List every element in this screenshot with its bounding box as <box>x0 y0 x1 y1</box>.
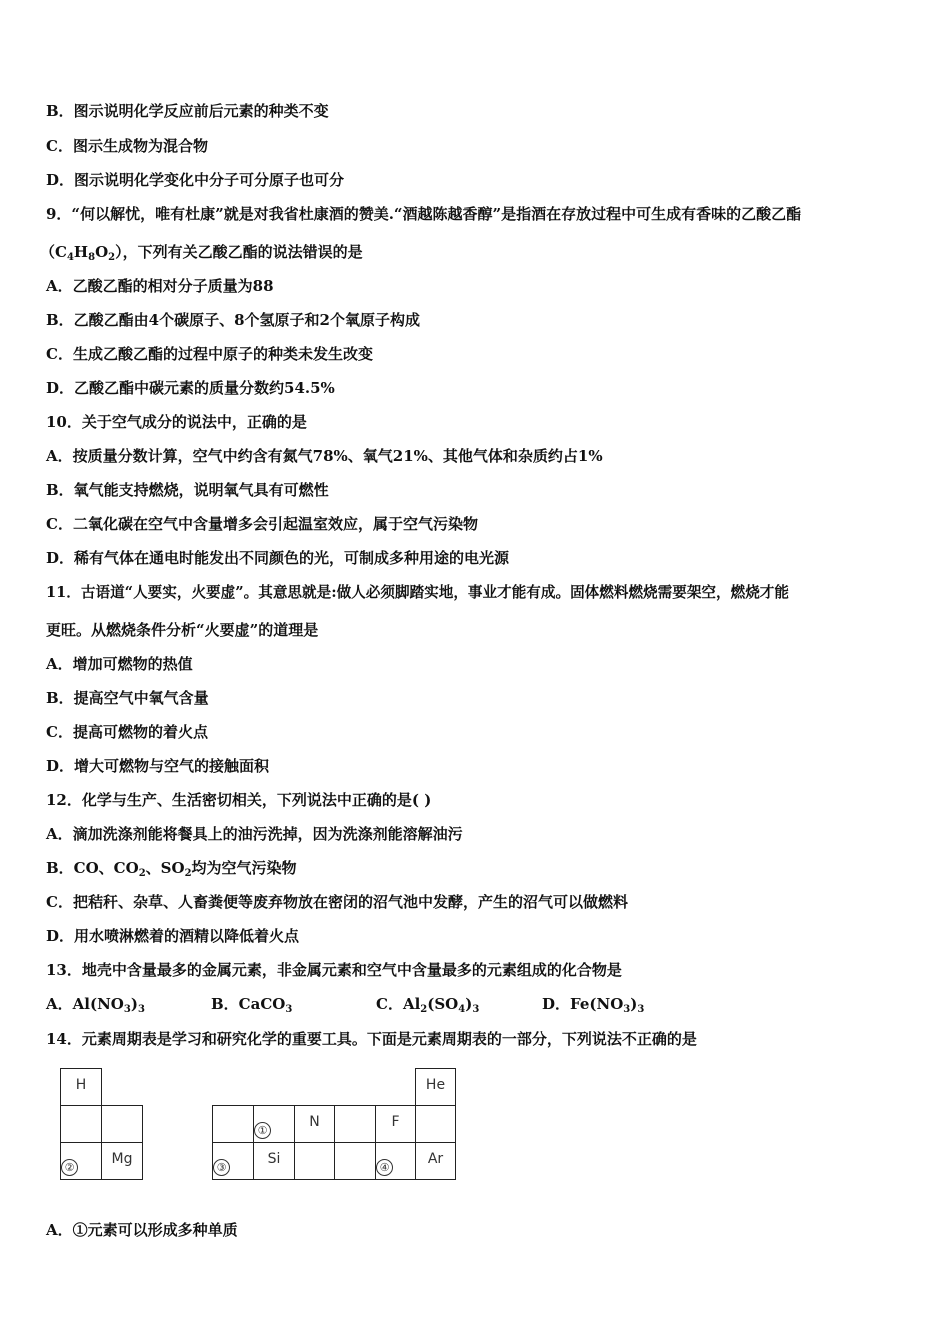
option-14a: A．①元素可以形成多种单质 <box>46 1221 238 1239</box>
option-10c: C．二氧化碳在空气中含量增多会引起温室效应，属于空气污染物 <box>46 515 478 533</box>
question-9-stem-line1: 9．“何以解忧，唯有杜康”就是对我省杜康酒的赞美.“酒越陈越香醇”是指酒在存放过程中可生成有香味的乙酸乙酯 <box>46 205 802 223</box>
cell-row2-col6 <box>334 1105 376 1143</box>
option-13b: B．CaCO$_3$ <box>211 995 293 1015</box>
option-13d: D．$Fe(NO_3)_3$ <box>542 995 645 1015</box>
option-8c: C．图示生成物为混合物 <box>46 137 208 155</box>
option-12b: B．CO、$CO_2$、$SO_2$均为空气污染物 <box>46 859 297 879</box>
option-8d: D．图示说明化学变化中分子可分原子也可分 <box>46 171 345 189</box>
option-9c: C．生成乙酸乙酯的过程中原子的种类未发生改变 <box>46 345 373 363</box>
periodic-table-fragment <box>60 1068 460 1180</box>
cell-row3-col5 <box>294 1142 335 1180</box>
cell-F: F <box>375 1105 416 1143</box>
question-14-stem: 14．元素周期表是学习和研究化学的重要工具。下面是元素周期表的一部分，下列说法不正确的是 <box>46 1030 697 1048</box>
cell-row2-col3 <box>212 1105 254 1143</box>
cell-Si: Si <box>253 1142 295 1180</box>
cell-row2-col1 <box>60 1105 102 1143</box>
option-11a: A．增加可燃物的热值 <box>46 655 193 673</box>
option-10a: A．按质量分数计算，空气中约含有氮气78%、氧气21%、其他气体和杂质约占1% <box>46 447 603 465</box>
option-8b: B．图示说明化学反应前后元素的种类不变 <box>46 102 329 120</box>
cell-row3-col6 <box>334 1142 376 1180</box>
option-10d: D．稀有气体在通电时能发出不同颜色的光，可制成多种用途的电光源 <box>46 549 510 567</box>
question-13-options <box>46 994 746 1016</box>
cell-element-1: ① <box>253 1105 295 1143</box>
cell-element-2: ② <box>60 1142 102 1180</box>
option-13a: A．$Al(NO_3)_3$ <box>46 995 145 1015</box>
option-9b: B．乙酸乙酯由4个碳原子、8个氢原子和2个氧原子构成 <box>46 311 420 329</box>
cell-N: N <box>294 1105 335 1143</box>
cell-Mg: Mg <box>101 1142 143 1180</box>
option-12c: C．把秸秆、杂草、人畜粪便等废弃物放在密闭的沼气池中发酵，产生的沼气可以做燃料 <box>46 893 628 911</box>
option-13c: C．$Al_2(SO_4)_3$ <box>376 995 480 1015</box>
question-9-stem-line2: $(C_4H_8O_2)$，下列有关乙酸乙酯的说法错误的是 <box>40 243 363 263</box>
question-11-stem-line1: 11．古语道“人要实，火要虚”。其意思就是:做人必须脚踏实地，事业才能有成。固体燃料燃烧需要架空，燃烧才能 <box>46 584 789 601</box>
option-10b: B．氧气能支持燃烧，说明氧气具有可燃性 <box>46 481 329 499</box>
cell-H: H <box>60 1068 102 1106</box>
option-12a: A．滴加洗涤剂能将餐具上的油污洗掉，因为洗涤剂能溶解油污 <box>46 825 463 843</box>
cell-row2-col2 <box>101 1105 143 1143</box>
cell-Ar: Ar <box>415 1142 456 1180</box>
option-11c: C．提高可燃物的着火点 <box>46 723 208 741</box>
option-9d: D．乙酸乙酯中碳元素的质量分数约54.5% <box>46 379 335 397</box>
cell-row2-col8 <box>415 1105 456 1143</box>
question-13-stem: 13．地壳中含量最多的金属元素，非金属元素和空气中含量最多的元素组成的化合物是 <box>46 961 622 979</box>
cell-He: He <box>415 1068 456 1106</box>
question-10-stem: 10．关于空气成分的说法中，正确的是 <box>46 413 307 431</box>
question-12-stem: 12．化学与生产、生活密切相关，下列说法中正确的是( ) <box>46 791 432 809</box>
cell-element-3: ③ <box>212 1142 254 1180</box>
option-12d: D．用水喷淋燃着的酒精以降低着火点 <box>46 927 300 945</box>
option-9a: A．乙酸乙酯的相对分子质量为88 <box>46 277 274 295</box>
question-11-stem-line2: 更旺。从燃烧条件分析“火要虚”的道理是 <box>46 621 319 639</box>
cell-element-4: ④ <box>375 1142 416 1180</box>
option-11b: B．提高空气中氧气含量 <box>46 689 209 707</box>
option-11d: D．增大可燃物与空气的接触面积 <box>46 757 270 775</box>
